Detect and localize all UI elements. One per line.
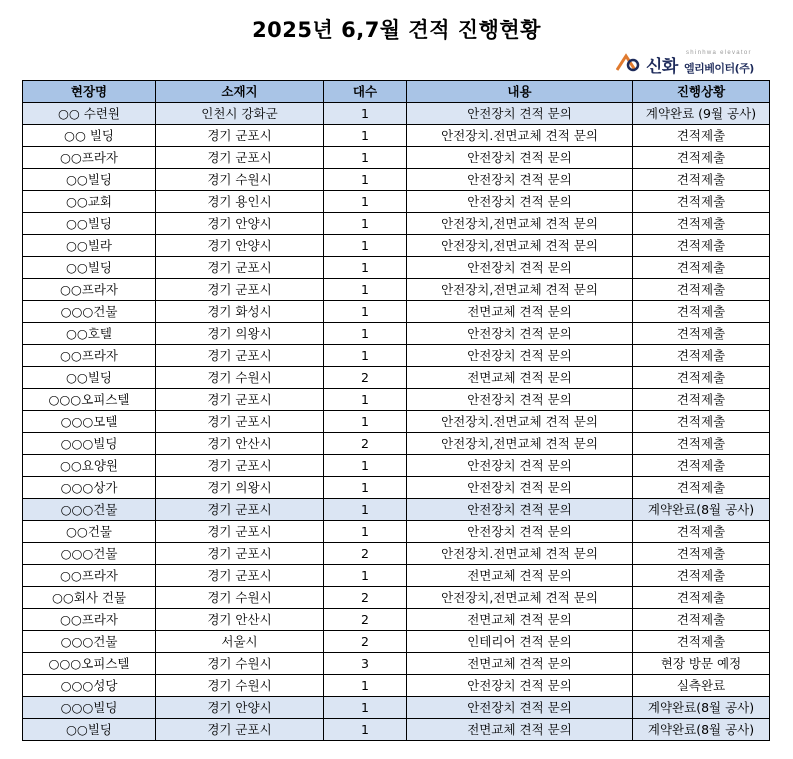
logo-mark-icon (616, 52, 642, 72)
cell-status: 현장 방문 예정 (633, 653, 770, 675)
table-row (23, 213, 770, 235)
cell-status: 견적제출 (633, 367, 770, 389)
cell-status: 견적제출 (633, 433, 770, 455)
cell-location: 경기 군포시 (156, 565, 324, 587)
cell-content: 안전장치 견적 문의 (407, 147, 633, 169)
cell-content: 안전장치 견적 문의 (407, 323, 633, 345)
table-row (23, 521, 770, 543)
cell-content: 전면교체 견적 문의 (407, 653, 633, 675)
cell-site-name: ○○프라자 (23, 565, 156, 587)
cell-count: 1 (324, 455, 407, 477)
cell-count: 2 (324, 543, 407, 565)
cell-site-name: ○○빌딩 (23, 719, 156, 741)
page-title: 2025년 6,7월 견적 진행현황 (252, 18, 541, 42)
cell-count: 1 (324, 125, 407, 147)
cell-count: 1 (324, 719, 407, 741)
cell-site-name: ○○ 수련원 (23, 103, 156, 125)
cell-count: 1 (324, 147, 407, 169)
cell-count: 2 (324, 587, 407, 609)
cell-count: 1 (324, 477, 407, 499)
cell-content: 전면교체 견적 문의 (407, 609, 633, 631)
table-row (23, 455, 770, 477)
cell-content: 안전장치 견적 문의 (407, 389, 633, 411)
cell-location: 경기 수원시 (156, 675, 324, 697)
cell-location: 경기 안양시 (156, 213, 324, 235)
cell-content: 안전장치,전면교체 견적 문의 (407, 587, 633, 609)
table-row (23, 323, 770, 345)
cell-content: 안전장치 견적 문의 (407, 521, 633, 543)
cell-count: 1 (324, 411, 407, 433)
cell-status: 견적제출 (633, 301, 770, 323)
cell-content: 안전장치,전면교체 견적 문의 (407, 433, 633, 455)
cell-location: 경기 군포시 (156, 345, 324, 367)
cell-location: 경기 군포시 (156, 257, 324, 279)
cell-count: 1 (324, 323, 407, 345)
cell-location: 경기 수원시 (156, 169, 324, 191)
cell-content: 전면교체 견적 문의 (407, 301, 633, 323)
cell-count: 1 (324, 103, 407, 125)
column-header-location: 소재지 (156, 81, 324, 103)
cell-count: 1 (324, 301, 407, 323)
table-row (23, 389, 770, 411)
cell-site-name: ○○○성당 (23, 675, 156, 697)
table-row (23, 411, 770, 433)
table-row (23, 169, 770, 191)
company-logo (616, 50, 768, 76)
cell-status: 견적제출 (633, 147, 770, 169)
estimate-status-table (22, 80, 770, 741)
cell-site-name: ○○교회 (23, 191, 156, 213)
cell-location: 경기 군포시 (156, 455, 324, 477)
cell-count: 1 (324, 191, 407, 213)
cell-content: 안전장치 견적 문의 (407, 499, 633, 521)
cell-site-name: ○○○모텔 (23, 411, 156, 433)
cell-location: 경기 수원시 (156, 587, 324, 609)
table-row (23, 565, 770, 587)
cell-site-name: ○○○오피스텔 (23, 389, 156, 411)
cell-content: 안전장치,전면교체 견적 문의 (407, 213, 633, 235)
cell-status: 견적제출 (633, 477, 770, 499)
cell-content: 안전장치 견적 문의 (407, 697, 633, 719)
cell-site-name: ○○프라자 (23, 147, 156, 169)
cell-location: 경기 군포시 (156, 279, 324, 301)
cell-count: 1 (324, 169, 407, 191)
cell-count: 3 (324, 653, 407, 675)
cell-content: 안전장치 견적 문의 (407, 675, 633, 697)
cell-status: 견적제출 (633, 191, 770, 213)
cell-status: 견적제출 (633, 543, 770, 565)
cell-status: 계약완료(8월 공사) (633, 719, 770, 741)
table-row (23, 499, 770, 521)
cell-content: 전면교체 견적 문의 (407, 719, 633, 741)
cell-count: 1 (324, 389, 407, 411)
cell-content: 안전장치 견적 문의 (407, 455, 633, 477)
cell-status: 견적제출 (633, 235, 770, 257)
cell-content: 전면교체 견적 문의 (407, 367, 633, 389)
table-row (23, 279, 770, 301)
cell-site-name: ○○○건물 (23, 301, 156, 323)
cell-location: 경기 군포시 (156, 543, 324, 565)
cell-count: 1 (324, 499, 407, 521)
cell-site-name: ○○빌딩 (23, 169, 156, 191)
cell-site-name: ○○호텔 (23, 323, 156, 345)
column-header-content: 내용 (407, 81, 633, 103)
cell-status: 견적제출 (633, 213, 770, 235)
column-header-count: 대수 (324, 81, 407, 103)
cell-status: 견적제출 (633, 345, 770, 367)
cell-location: 경기 군포시 (156, 125, 324, 147)
cell-count: 1 (324, 213, 407, 235)
cell-site-name: ○○회사 건물 (23, 587, 156, 609)
cell-count: 1 (324, 565, 407, 587)
cell-location: 경기 안산시 (156, 433, 324, 455)
cell-site-name: ○○건물 (23, 521, 156, 543)
table-row (23, 367, 770, 389)
table-row (23, 587, 770, 609)
cell-status: 실측완료 (633, 675, 770, 697)
cell-status: 견적제출 (633, 389, 770, 411)
cell-count: 2 (324, 367, 407, 389)
cell-count: 1 (324, 279, 407, 301)
cell-status: 계약완료(8월 공사) (633, 697, 770, 719)
cell-site-name: ○○○상가 (23, 477, 156, 499)
table-row (23, 675, 770, 697)
cell-location: 서울시 (156, 631, 324, 653)
cell-content: 전면교체 견적 문의 (407, 565, 633, 587)
cell-location: 경기 군포시 (156, 521, 324, 543)
cell-site-name: ○○ 빌딩 (23, 125, 156, 147)
cell-location: 경기 군포시 (156, 147, 324, 169)
cell-content: 안전장치.전면교체 견적 문의 (407, 543, 633, 565)
cell-location: 경기 군포시 (156, 499, 324, 521)
cell-status: 견적제출 (633, 323, 770, 345)
cell-count: 2 (324, 631, 407, 653)
table-header-row (23, 81, 770, 103)
cell-status: 견적제출 (633, 411, 770, 433)
cell-site-name: ○○프라자 (23, 345, 156, 367)
cell-content: 안전장치 견적 문의 (407, 191, 633, 213)
cell-site-name: ○○○건물 (23, 499, 156, 521)
cell-status: 견적제출 (633, 169, 770, 191)
table-row (23, 719, 770, 741)
cell-content: 안전장치 견적 문의 (407, 257, 633, 279)
table-row (23, 147, 770, 169)
cell-location: 경기 군포시 (156, 389, 324, 411)
cell-status: 계약완료 (9월 공사) (633, 103, 770, 125)
table-row (23, 697, 770, 719)
cell-site-name: ○○빌딩 (23, 213, 156, 235)
logo-name: 신화 (646, 57, 678, 77)
cell-site-name: ○○○건물 (23, 543, 156, 565)
cell-content: 안전장치 견적 문의 (407, 169, 633, 191)
cell-location: 경기 수원시 (156, 653, 324, 675)
cell-status: 견적제출 (633, 631, 770, 653)
cell-location: 경기 수원시 (156, 367, 324, 389)
cell-site-name: ○○○빌딩 (23, 433, 156, 455)
table-row (23, 125, 770, 147)
cell-content: 안전장치 견적 문의 (407, 103, 633, 125)
cell-status: 견적제출 (633, 257, 770, 279)
cell-site-name: ○○빌라 (23, 235, 156, 257)
table-row (23, 301, 770, 323)
cell-content: 안전장치,전면교체 견적 문의 (407, 235, 633, 257)
table-row (23, 477, 770, 499)
table-row (23, 543, 770, 565)
cell-count: 2 (324, 433, 407, 455)
table-row (23, 345, 770, 367)
cell-count: 1 (324, 257, 407, 279)
cell-status: 견적제출 (633, 521, 770, 543)
cell-location: 경기 안산시 (156, 609, 324, 631)
column-header-status: 진행상황 (633, 81, 770, 103)
table-row (23, 631, 770, 653)
cell-location: 경기 군포시 (156, 411, 324, 433)
cell-content: 안전장치,전면교체 견적 문의 (407, 279, 633, 301)
cell-status: 견적제출 (633, 609, 770, 631)
cell-status: 계약완료(8월 공사) (633, 499, 770, 521)
cell-site-name: ○○빌딩 (23, 367, 156, 389)
cell-site-name: ○○프라자 (23, 609, 156, 631)
table-row (23, 609, 770, 631)
cell-site-name: ○○○빌딩 (23, 697, 156, 719)
cell-location: 경기 의왕시 (156, 323, 324, 345)
cell-location: 경기 군포시 (156, 719, 324, 741)
column-header-site: 현장명 (23, 81, 156, 103)
cell-location: 경기 안양시 (156, 697, 324, 719)
cell-status: 견적제출 (633, 125, 770, 147)
cell-count: 1 (324, 345, 407, 367)
cell-count: 2 (324, 609, 407, 631)
cell-site-name: ○○프라자 (23, 279, 156, 301)
cell-status: 견적제출 (633, 565, 770, 587)
cell-status: 견적제출 (633, 587, 770, 609)
cell-location: 경기 의왕시 (156, 477, 324, 499)
cell-site-name: ○○요양원 (23, 455, 156, 477)
table-row (23, 103, 770, 125)
table-row (23, 191, 770, 213)
cell-count: 1 (324, 675, 407, 697)
cell-location: 인천시 강화군 (156, 103, 324, 125)
cell-location: 경기 안양시 (156, 235, 324, 257)
cell-content: 안전장치.전면교체 견적 문의 (407, 125, 633, 147)
cell-status: 견적제출 (633, 455, 770, 477)
cell-count: 1 (324, 697, 407, 719)
cell-site-name: ○○○건물 (23, 631, 156, 653)
logo-tagline: shinhwa elevator (686, 50, 752, 56)
cell-content: 안전장치 견적 문의 (407, 345, 633, 367)
cell-location: 경기 용인시 (156, 191, 324, 213)
table-row (23, 433, 770, 455)
cell-content: 안전장치.전면교체 견적 문의 (407, 411, 633, 433)
cell-content: 안전장치 견적 문의 (407, 477, 633, 499)
cell-status: 견적제출 (633, 279, 770, 301)
table-row (23, 653, 770, 675)
table-row (23, 257, 770, 279)
cell-count: 1 (324, 235, 407, 257)
cell-count: 1 (324, 521, 407, 543)
cell-content: 인테리어 견적 문의 (407, 631, 633, 653)
cell-site-name: ○○빌딩 (23, 257, 156, 279)
cell-location: 경기 화성시 (156, 301, 324, 323)
table-row (23, 235, 770, 257)
table-body (23, 103, 770, 741)
cell-site-name: ○○○오피스텔 (23, 653, 156, 675)
logo-subname: 엘리베이터(주) (684, 62, 754, 75)
